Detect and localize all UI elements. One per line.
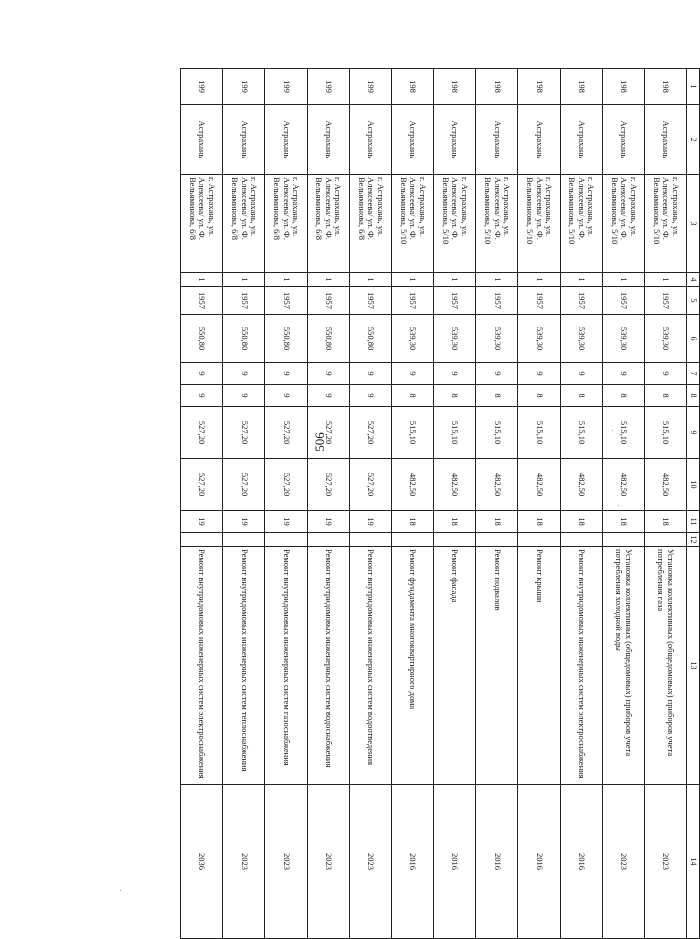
table-row [349, 68, 391, 938]
cell-col-12 [517, 532, 559, 546]
cell-row-number: 198 [644, 68, 686, 104]
table-row [222, 68, 264, 938]
table-row [602, 68, 644, 938]
cell-year-built: 1957 [349, 286, 391, 314]
cell-col-4: 1 [264, 272, 306, 286]
cell-city: Астрахань [307, 104, 349, 174]
cell-col-8: 8 [560, 384, 602, 406]
cell-row-number: 198 [560, 68, 602, 104]
cell-area-living: 515,10 [602, 406, 644, 458]
cell-col-4: 1 [602, 272, 644, 286]
column-header-7: 7 [686, 362, 699, 384]
column-header-11: 11 [686, 510, 699, 532]
cell-row-number: 198 [475, 68, 517, 104]
cell-row-number: 198 [391, 68, 433, 104]
cell-row-number: 199 [264, 68, 306, 104]
cell-city: Астрахань [222, 104, 264, 174]
cell-residents: 19 [307, 510, 349, 532]
cell-col-8: 8 [644, 384, 686, 406]
cell-planned-year: 2023 [264, 784, 306, 938]
cell-col-4: 1 [222, 272, 264, 286]
cell-floors: 9 [602, 362, 644, 384]
cell-planned-year: 2016 [433, 784, 475, 938]
cell-residents: 18 [475, 510, 517, 532]
column-header-2: 2 [686, 104, 699, 174]
cell-city: Астрахань [602, 104, 644, 174]
cell-area-total: 550,80 [307, 314, 349, 362]
scan-noise [618, 505, 619, 506]
cell-floors: 9 [180, 362, 222, 384]
cell-work-type: Ремонт внутридомовых инженерных систем водоснабжения [307, 546, 349, 784]
cell-area-living: 515,10 [644, 406, 686, 458]
cell-residents: 18 [560, 510, 602, 532]
cell-col-12 [644, 532, 686, 546]
cell-area-total: 539,30 [602, 314, 644, 362]
column-header-13: 13 [686, 546, 699, 784]
cell-city: Астрахань [644, 104, 686, 174]
cell-year-built: 1957 [602, 286, 644, 314]
cell-area-living: 515,10 [475, 406, 517, 458]
cell-area-residential: 527,20 [307, 458, 349, 510]
cell-address: г. Астрахань, ул. Алексеева/ ул. Ф. Вельяминова, 6/8 [222, 174, 264, 272]
column-header-3: 3 [686, 174, 699, 272]
cell-planned-year: 2023 [602, 784, 644, 938]
cell-area-residential: 482,50 [433, 458, 475, 510]
cell-area-total: 539,30 [560, 314, 602, 362]
cell-area-total: 539,30 [644, 314, 686, 362]
cell-residents: 18 [644, 510, 686, 532]
cell-city: Астрахань [475, 104, 517, 174]
column-header-4: 4 [686, 272, 699, 286]
cell-residents: 18 [602, 510, 644, 532]
cell-city: Астрахань [264, 104, 306, 174]
cell-row-number: 199 [349, 68, 391, 104]
column-header-6: 6 [686, 314, 699, 362]
column-header-10: 10 [686, 458, 699, 510]
cell-row-number: 199 [222, 68, 264, 104]
cell-row-number: 198 [517, 68, 559, 104]
cell-address: г. Астрахань, ул. Алексеева/ ул. Ф. Вельяминова, 5/10 [602, 174, 644, 272]
rotated-table-container [180, 68, 700, 870]
table-row [517, 68, 559, 938]
table-row [307, 68, 349, 938]
cell-residents: 18 [433, 510, 475, 532]
cell-area-residential: 527,20 [222, 458, 264, 510]
cell-row-number: 198 [602, 68, 644, 104]
cell-area-residential: 527,20 [180, 458, 222, 510]
cell-work-type: Ремонт подвалов [475, 546, 517, 784]
cell-col-4: 1 [307, 272, 349, 286]
table-body [180, 68, 686, 938]
cell-col-4: 1 [517, 272, 559, 286]
cell-floors: 9 [433, 362, 475, 384]
cell-area-total: 539,30 [433, 314, 475, 362]
cell-city: Астрахань [349, 104, 391, 174]
cell-address: г. Астрахань, ул. Алексеева/ ул. Ф. Вельяминова, 6/8 [264, 174, 306, 272]
cell-col-8: 8 [602, 384, 644, 406]
column-header-5: 5 [686, 286, 699, 314]
cell-area-living: 527,20 [180, 406, 222, 458]
cell-planned-year: 2023 [307, 784, 349, 938]
cell-work-type: Ремонт внутридомовых инженерных систем теплоснабжения [222, 546, 264, 784]
cell-year-built: 1957 [560, 286, 602, 314]
cell-floors: 9 [560, 362, 602, 384]
cell-planned-year: 2016 [517, 784, 559, 938]
cell-planned-year: 2023 [644, 784, 686, 938]
cell-col-12 [391, 532, 433, 546]
table-row [264, 68, 306, 938]
cell-col-4: 1 [349, 272, 391, 286]
cell-year-built: 1957 [180, 286, 222, 314]
page-number: 506 [312, 432, 327, 452]
cell-floors: 9 [475, 362, 517, 384]
table-row [644, 68, 686, 938]
cell-row-number: 199 [180, 68, 222, 104]
cell-city: Астрахань [517, 104, 559, 174]
cell-floors: 9 [644, 362, 686, 384]
cell-address: г. Астрахань, ул. Алексеева/ ул. Ф. Вельяминова, 5/10 [644, 174, 686, 272]
cell-city: Астрахань [433, 104, 475, 174]
cell-col-12 [433, 532, 475, 546]
cell-col-12 [307, 532, 349, 546]
cell-area-total: 550,80 [222, 314, 264, 362]
cell-floors: 9 [222, 362, 264, 384]
cell-address: г. Астрахань, ул. Алексеева/ ул. Ф. Вельяминова, 5/10 [391, 174, 433, 272]
cell-row-number: 198 [433, 68, 475, 104]
cell-year-built: 1957 [391, 286, 433, 314]
cell-col-8: 9 [349, 384, 391, 406]
column-header-12: 12 [686, 532, 699, 546]
cell-col-12 [222, 532, 264, 546]
cell-col-8: 9 [222, 384, 264, 406]
cell-planned-year: 2016 [391, 784, 433, 938]
cell-area-residential: 482,50 [475, 458, 517, 510]
cell-col-8: 8 [475, 384, 517, 406]
cell-work-type: Установка коллективных (общедомовых) приборов учета потребления холодной воды [602, 546, 644, 784]
cell-col-8: 9 [264, 384, 306, 406]
scan-noise [612, 430, 613, 431]
cell-address: г. Астрахань, ул. Алексеева/ ул. Ф. Вельяминова, 5/10 [560, 174, 602, 272]
cell-residents: 19 [264, 510, 306, 532]
column-header-1: 1 [686, 68, 699, 104]
cell-address: г. Астрахань, ул. Алексеева/ ул. Ф. Вельяминова, 5/10 [433, 174, 475, 272]
cell-work-type: Ремонт внутридомовых инженерных систем электроснабжения [560, 546, 602, 784]
cell-city: Астрахань [180, 104, 222, 174]
cell-col-4: 1 [560, 272, 602, 286]
cell-year-built: 1957 [644, 286, 686, 314]
header-row [686, 68, 699, 938]
cell-col-8: 9 [307, 384, 349, 406]
table-row [560, 68, 602, 938]
cell-city: Астрахань [560, 104, 602, 174]
cell-year-built: 1957 [264, 286, 306, 314]
cell-area-residential: 482,50 [644, 458, 686, 510]
cell-floors: 9 [349, 362, 391, 384]
cell-address: г. Астрахань, ул. Алексеева/ ул. Ф. Вельяминова, 5/10 [517, 174, 559, 272]
cell-area-living: 527,20 [222, 406, 264, 458]
cell-area-residential: 527,20 [349, 458, 391, 510]
cell-area-total: 550,80 [264, 314, 306, 362]
cell-year-built: 1957 [222, 286, 264, 314]
cell-col-8: 8 [517, 384, 559, 406]
cell-work-type: Ремонт фундамента многоквартирного дома [391, 546, 433, 784]
cell-row-number: 199 [307, 68, 349, 104]
cell-col-4: 1 [391, 272, 433, 286]
cell-year-built: 1957 [475, 286, 517, 314]
cell-address: г. Астрахань, ул. Алексеева/ ул. Ф. Вельяминова, 6/8 [307, 174, 349, 272]
cell-col-12 [349, 532, 391, 546]
cell-area-living: 527,20 [264, 406, 306, 458]
cell-residents: 18 [391, 510, 433, 532]
cell-area-living: 515,10 [560, 406, 602, 458]
cell-area-living: 515,10 [391, 406, 433, 458]
cell-area-residential: 527,20 [264, 458, 306, 510]
cell-residents: 19 [222, 510, 264, 532]
cell-area-total: 539,30 [475, 314, 517, 362]
cell-work-type: Ремонт внутридомовых инженерных систем водоотведения [349, 546, 391, 784]
cell-col-8: 8 [391, 384, 433, 406]
cell-col-8: 8 [433, 384, 475, 406]
cell-area-residential: 482,50 [560, 458, 602, 510]
cell-floors: 9 [307, 362, 349, 384]
cell-planned-year: 2023 [222, 784, 264, 938]
capital-repair-table [180, 68, 700, 939]
cell-col-12 [264, 532, 306, 546]
cell-year-built: 1957 [307, 286, 349, 314]
cell-area-residential: 482,50 [517, 458, 559, 510]
cell-residents: 18 [517, 510, 559, 532]
cell-area-living: 515,10 [517, 406, 559, 458]
column-header-14: 14 [686, 784, 699, 938]
cell-work-type: Ремонт внутридомовых инженерных систем электроснабжения [180, 546, 222, 784]
cell-col-12 [602, 532, 644, 546]
table-row [433, 68, 475, 938]
cell-col-4: 1 [433, 272, 475, 286]
scan-noise [120, 890, 121, 891]
cell-col-4: 1 [180, 272, 222, 286]
cell-work-type: Ремонт внутридомовых инженерных систем газоснабжения [264, 546, 306, 784]
cell-col-12 [560, 532, 602, 546]
cell-planned-year: 2036 [180, 784, 222, 938]
cell-planned-year: 2016 [475, 784, 517, 938]
cell-floors: 9 [391, 362, 433, 384]
cell-area-residential: 482,50 [602, 458, 644, 510]
cell-area-living: 527,20 [349, 406, 391, 458]
cell-city: Астрахань [391, 104, 433, 174]
cell-area-total: 550,80 [349, 314, 391, 362]
cell-area-living: 527,20 [307, 406, 349, 458]
cell-col-4: 1 [644, 272, 686, 286]
cell-col-12 [180, 532, 222, 546]
cell-work-type: Ремонт фасада [433, 546, 475, 784]
table-row [391, 68, 433, 938]
cell-col-4: 1 [475, 272, 517, 286]
cell-residents: 19 [349, 510, 391, 532]
cell-floors: 9 [517, 362, 559, 384]
cell-area-total: 539,30 [517, 314, 559, 362]
cell-area-living: 515,10 [433, 406, 475, 458]
cell-col-12 [475, 532, 517, 546]
cell-residents: 19 [180, 510, 222, 532]
cell-area-total: 550,80 [180, 314, 222, 362]
table-row [180, 68, 222, 938]
table-row [475, 68, 517, 938]
cell-col-8: 9 [180, 384, 222, 406]
column-header-8: 8 [686, 384, 699, 406]
cell-address: г. Астрахань, ул. Алексеева/ ул. Ф. Вельяминова, 5/10 [475, 174, 517, 272]
cell-year-built: 1957 [433, 286, 475, 314]
cell-planned-year: 2016 [560, 784, 602, 938]
column-header-9: 9 [686, 406, 699, 458]
table-header [686, 68, 699, 938]
cell-area-total: 539,30 [391, 314, 433, 362]
cell-year-built: 1957 [517, 286, 559, 314]
cell-floors: 9 [264, 362, 306, 384]
cell-address: г. Астрахань, ул. Алексеева/ ул. Ф. Вельяминова, 6/8 [180, 174, 222, 272]
cell-planned-year: 2023 [349, 784, 391, 938]
cell-work-type: Установка коллективных (общедомовых) приборов учета потребления газа [644, 546, 686, 784]
cell-address: г. Астрахань, ул. Алексеева/ ул. Ф. Вельяминова, 6/8 [349, 174, 391, 272]
cell-work-type: Ремонт крыши [517, 546, 559, 784]
cell-area-residential: 482,50 [391, 458, 433, 510]
